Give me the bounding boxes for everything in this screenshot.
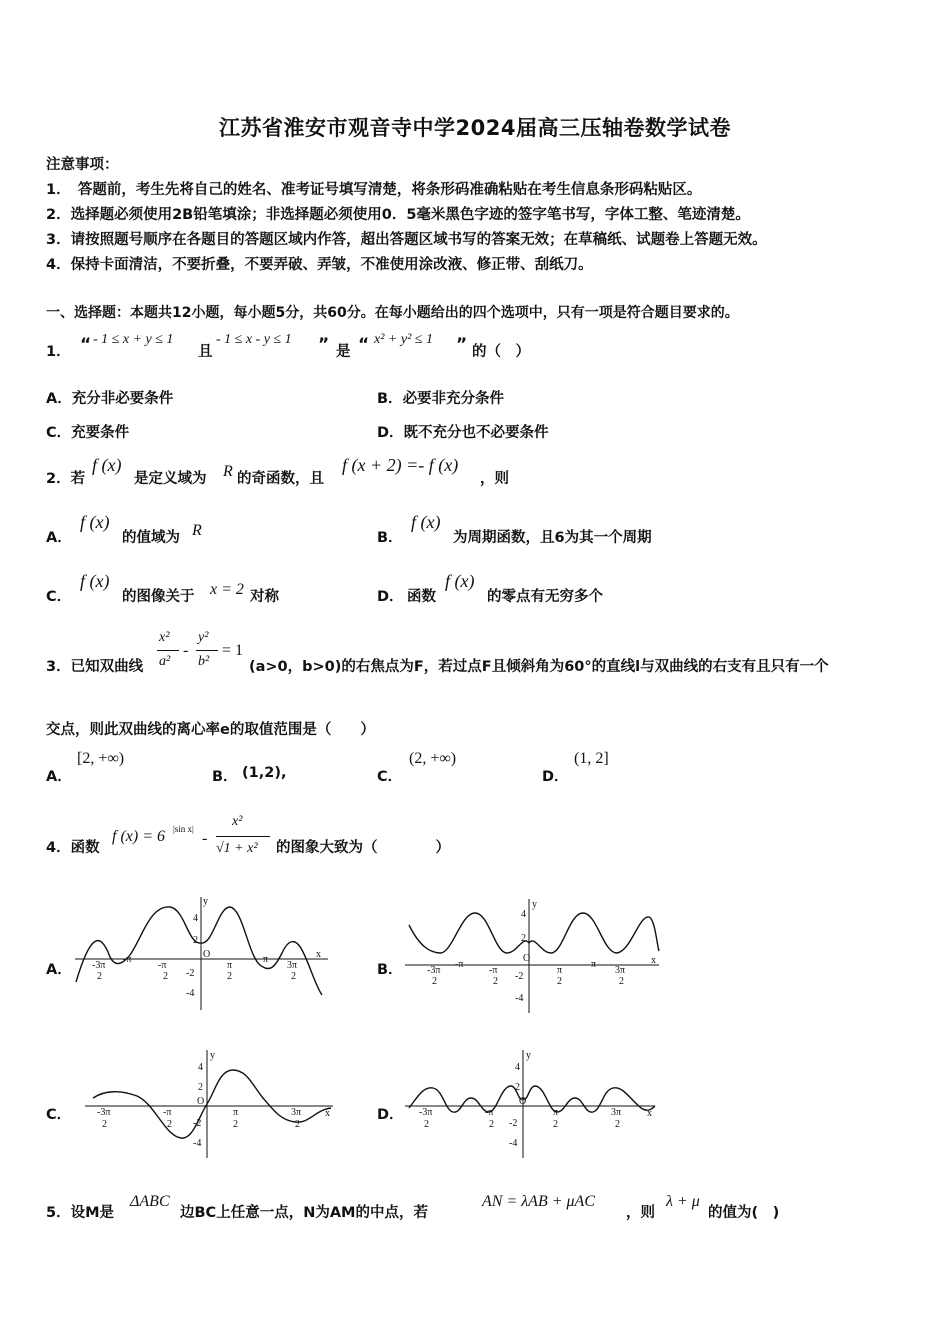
q2-tail: ，则 [480,471,509,487]
q1-option-d-text: 既不充分也不必要条件 [403,425,549,441]
x-label: x [316,949,321,960]
tick-denom: 2 [432,976,437,987]
q2-option-d-pre: 函数 [407,589,436,605]
tick-3pi-2: 3π [611,1107,622,1118]
q2-fx: f (x) [92,455,122,475]
q2-number: 2．若 [46,471,86,487]
y-label: y [526,1050,531,1061]
q5-text-2: ，则 [626,1205,655,1221]
question-4 [46,808,566,868]
tick-minus-pi: -π [455,959,464,970]
q2-option-a-label: A． [46,530,72,546]
q4-option-c-label: C． [46,1107,72,1123]
q2-r: R [223,463,233,480]
q2-option-c-label: C． [46,589,72,605]
q4-tail: 的图象大致为（ ） [276,840,450,856]
q1-quote-open-2: “ [358,335,370,355]
q2-option-d-fx: f (x) [445,571,475,591]
tick-minus-3pi-2: -3π [92,960,106,971]
q3-minus: - [183,642,189,659]
tick-minus-pi-2: -π [489,965,498,976]
q2-option-a-text: 的值域为 [122,530,180,546]
q1-tail: 的（ ） [472,344,530,360]
q3-fraction-bar-1 [157,650,179,651]
q1-option-a [46,387,173,408]
q1-option-c [46,421,129,442]
q4-graph-b [405,895,665,1015]
q4-minus: - [202,830,208,847]
tick-denom: 2 [424,1119,429,1130]
x-label: x [325,1108,330,1119]
q2-option-c-eq: x = 2 [210,581,244,598]
tick-minus-pi-2: -π [485,1107,494,1118]
tick-denom: 2 [233,1119,238,1130]
tick-3pi-2: 3π [615,965,626,976]
q2-option-b-label: B． [377,530,403,546]
tick-pi-2: π [557,965,563,976]
q3-fraction-bar-2 [196,650,218,651]
x-label: x [647,1108,652,1119]
tick-denom: 2 [291,971,296,982]
tick-denom: 2 [553,1119,558,1130]
q3-line-2: 交点，则此双曲线的离心率e的取值范围是（ ） [46,722,375,738]
q2-option-b-fx: f (x) [411,512,441,532]
q3-option-d-text: (1, 2] [574,750,609,767]
y-label: y [203,896,208,907]
tick-denom: 2 [227,971,232,982]
q1-option-a-label: A． [46,391,72,407]
q4-number: 4．函数 [46,840,100,856]
q4-option-d-label: D． [377,1107,404,1123]
q1-option-d [377,421,549,442]
curve [76,907,322,995]
q5-equation: AN = λAB + μAC [482,1193,595,1210]
q1-option-c-label: C． [46,425,72,441]
q2-text-2: 的奇函数，且 [237,471,324,487]
tick-denom: 2 [619,976,624,987]
tick-denom: 2 [489,1119,494,1130]
q3-y2: y² [198,630,209,645]
tick-minus-4: -4 [193,1138,202,1149]
q5-triangle: ΔABC [130,1193,170,1210]
notice-item-4: 4．保持卡面清洁，不要折叠，不要弄破、弄皱，不准使用涂改液、修正带、刮纸刀。 [46,257,593,273]
tick-4: 4 [515,1062,520,1073]
tick-2: 2 [193,935,198,946]
curve [409,913,659,953]
q2-option-c-fx: f (x) [80,571,110,591]
q1-is: 是 [336,344,351,360]
q3-line-1: (a>0，b>0)的右焦点为F，若过点F且倾斜角为60°的直线l与双曲线的右支有且只有一个 [249,659,829,675]
q3-equals: = 1 [222,642,244,659]
tick-minus-pi: -π [123,954,132,965]
q3-option-a-label: A． [46,769,72,785]
q1-option-b [377,387,504,408]
q1-condition-3: x² + y² ≤ 1 [374,332,433,347]
tick-minus-pi-2: -π [163,1107,172,1118]
q2-option-b-text: 为周期函数，且6为其一个周期 [453,530,652,546]
tick-2: 2 [198,1082,203,1093]
tick-denom: 2 [167,1119,172,1130]
q4-option-a-label: A． [46,962,72,978]
tick-minus-4: -4 [186,988,195,999]
q1-option-a-text: 充分非必要条件 [71,391,174,407]
tick-4: 4 [521,909,526,920]
q3-option-a-text: [2, +∞) [77,750,125,767]
tick-pi-2: π [553,1107,559,1118]
q2-option-c-text-2: 对称 [250,589,279,605]
q3-x2: x² [159,630,170,645]
q4-denominator: √1 + x² [216,841,258,856]
tick-denom: 2 [102,1119,107,1130]
q4-graph-d [405,1046,665,1161]
tick-minus-3pi-2: -3π [419,1107,433,1118]
q4-graph-c [85,1046,345,1161]
tick-4: 4 [193,913,198,924]
tick-3pi-2: 3π [287,960,298,971]
tick-pi-2: π [233,1107,239,1118]
tick-denom: 2 [557,976,562,987]
q5-tail: 的值为( ) [708,1205,780,1221]
notice-item-3: 3．请按照题号顺序在各题目的答题区域内作答，超出答题区域书写的答案无效；在草稿纸、试题卷上答题无效。 [46,232,767,248]
q2-option-a-r: R [192,522,202,539]
question-3 [46,628,926,678]
tick-denom: 2 [163,971,168,982]
q2-text-1: 是定义域为 [134,471,207,487]
y-label: y [532,899,537,910]
page-title: 江苏省淮安市观音寺中学2024届高三压轴卷数学试卷 [219,116,731,140]
tick-minus-2: -2 [509,1118,518,1129]
tick-2: 2 [515,1082,520,1093]
question-5 [46,1190,906,1220]
q3-option-b-text: (1,2), [242,765,287,781]
q2-condition: f (x + 2) =- f (x) [342,455,459,475]
q2-option-c-text-1: 的图像关于 [122,589,195,605]
q1-option-b-text: 必要非充分条件 [402,391,505,407]
q4-option-b-label: B． [377,962,403,978]
q1-condition-2: - 1 ≤ x - y ≤ 1 [216,332,292,347]
q5-text-1: 边BC上任意一点，N为AM的中点，若 [180,1205,428,1221]
tick-minus-3pi-2: -3π [97,1107,111,1118]
q3-a2: a² [159,654,171,669]
tick-minus-pi-2: -π [158,960,167,971]
q5-sum: λ + μ [666,1193,700,1210]
q4-graph-a [70,895,335,1015]
q4-exponent: |sin x| [173,824,194,834]
q3-number: 3．已知双曲线 [46,659,144,675]
tick-pi: π [591,959,597,970]
notice-item-1: 1． 答题前，考生先将自己的姓名、准考证号填写清楚，将条形码准确粘贴在考生信息条形码粘贴区。 [46,182,702,198]
origin: O [523,953,531,964]
q1-number: 1． [46,344,71,360]
tick-2: 2 [521,933,526,944]
origin: O [519,1096,527,1107]
q1-quote-close-2: ” [456,335,468,355]
tick-denom: 2 [97,971,102,982]
q2-option-d-text: 的零点有无穷多个 [487,589,603,605]
tick-pi-2: π [227,960,233,971]
tick-minus-4: -4 [509,1138,518,1149]
tick-minus-2: -2 [515,971,524,982]
notice-heading: 注意事项： [46,157,119,173]
q1-and: 且 [198,344,213,360]
q4-fx: f (x) = 6 [112,828,165,845]
q1-option-d-label: D． [377,425,404,441]
q1-condition-1: - 1 ≤ x + y ≤ 1 [93,332,174,347]
tick-denom: 2 [295,1119,300,1130]
q3-option-b-label: B． [212,769,238,785]
q4-numerator: x² [232,814,243,829]
tick-minus-2: -2 [186,968,195,979]
q4-fraction-bar [216,836,270,837]
q3-option-d-label: D． [542,769,569,785]
origin: O [197,1096,205,1107]
q2-option-d-label: D． [377,589,404,605]
tick-pi: π [263,954,269,965]
q3-option-c-label: C． [377,769,403,785]
tick-minus-2: -2 [193,1118,202,1129]
tick-denom: 2 [615,1119,620,1130]
q3-option-c-text: (2, +∞) [409,750,457,767]
tick-4: 4 [198,1062,203,1073]
q2-option-a-fx: f (x) [80,512,110,532]
q1-quote-open: “ [80,335,92,355]
q1-option-b-label: B． [377,391,403,407]
q3-options [46,750,646,785]
q3-b2: b² [198,654,210,669]
y-label: y [210,1050,215,1061]
notice-item-2: 2．选择题必须使用2B铅笔填涂；非选择题必须使用0．5毫米黑色字迹的签字笔书写，字体工整、笔迹清楚。 [46,207,750,223]
q5-number: 5．设M是 [46,1205,115,1221]
tick-denom: 2 [493,976,498,987]
tick-minus-4: -4 [515,993,524,1004]
tick-3pi-2: 3π [291,1107,302,1118]
tick-minus-3pi-2: -3π [427,965,441,976]
x-label: x [651,955,656,966]
origin: O [203,949,211,960]
q1-option-c-text: 充要条件 [71,425,130,441]
section-heading: 一、选择题：本题共12小题，每小题5分，共60分。在每小题给出的四个选项中，只有一项是符合题目要求的。 [46,305,739,321]
q1-quote-close: ” [318,335,330,355]
